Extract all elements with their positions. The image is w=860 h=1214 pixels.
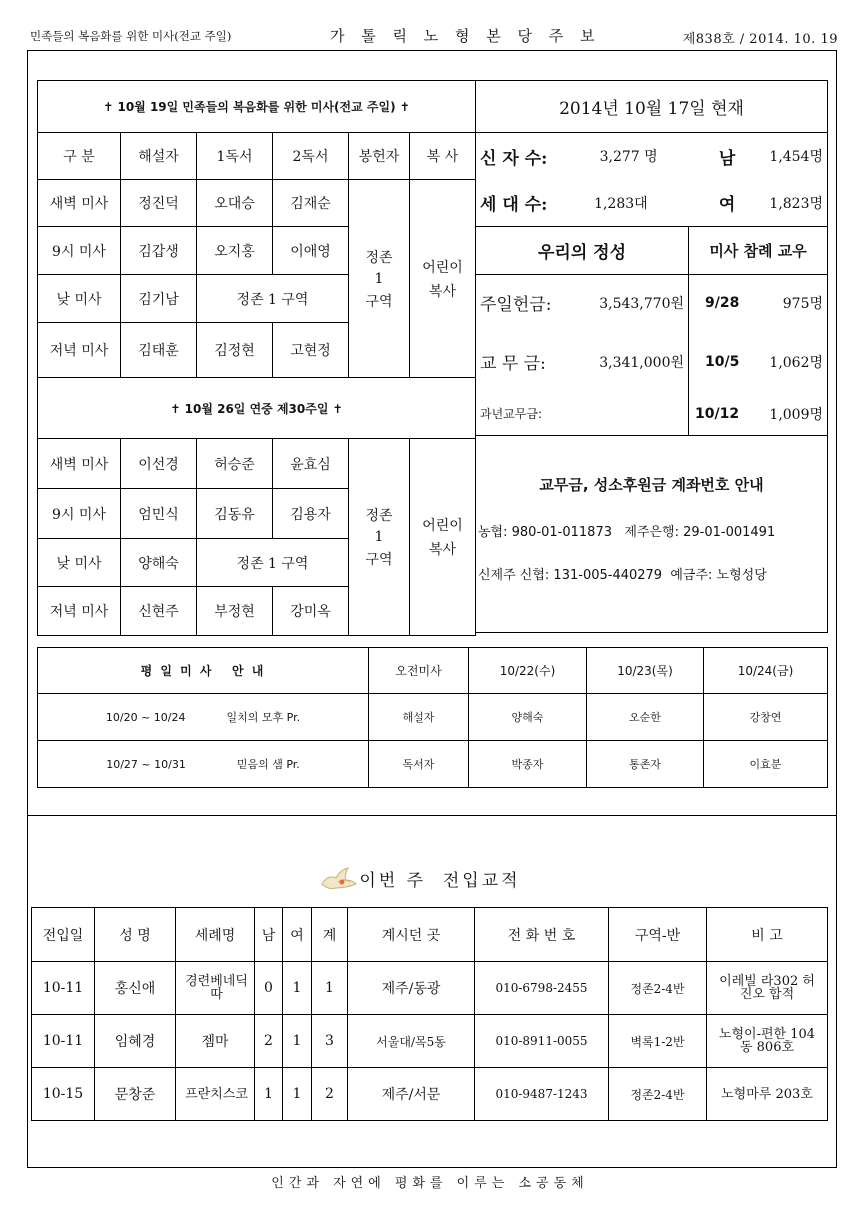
weekday-period: 10/20 ~ 10/24	[105, 711, 186, 724]
transfer-name: 홍신애	[95, 962, 176, 1015]
readings-merged: 정존 1 구역	[197, 275, 349, 323]
mass-name: 9시 미사	[38, 227, 121, 275]
weekday-name: 이효분	[704, 741, 828, 788]
reading1-name: 허승준	[197, 439, 273, 489]
transfer-note: 이레빌 라302 허진오 합적	[707, 962, 828, 1015]
sunday-offering-label: 주일헌금:	[480, 295, 552, 316]
offering-line: 1	[374, 529, 384, 545]
transfers-title	[0, 866, 860, 891]
attendance-count: 975명	[782, 295, 824, 312]
col-note: 비 고	[707, 908, 828, 962]
mass-name: 저녁 미사	[38, 323, 121, 378]
attendance-row	[689, 393, 828, 436]
footer-motto: 인간과 자연에 평화를 이루는 소공동체	[271, 1176, 589, 1191]
offering-line: 구역	[365, 293, 393, 310]
transfer-baptism: 프란치스코	[176, 1068, 255, 1121]
commentator-name: 이선경	[121, 439, 197, 489]
transfer-female: 1	[283, 1015, 312, 1068]
transfer-baptism: 젬마	[176, 1015, 255, 1068]
believers-row	[476, 133, 828, 180]
attendance-date: 9/28	[705, 294, 740, 311]
transfer-male: 0	[255, 962, 283, 1015]
col-offering: 봉헌자	[349, 133, 410, 180]
commentator-name: 신현주	[121, 587, 197, 636]
dues-row	[476, 331, 689, 393]
transfer-phone: 010-6798-2455	[475, 962, 609, 1015]
reading1-name: 부정현	[197, 587, 273, 636]
transfer-row	[32, 1068, 828, 1121]
transfer-note: 노형마루 203호	[707, 1068, 828, 1121]
attendance-row	[689, 275, 828, 331]
transfer-zone: 벽록1-2반	[609, 1015, 707, 1068]
weekday-name: 오순한	[587, 694, 704, 741]
attendance-row	[689, 331, 828, 393]
header-bulletin-name: 가 톨 릭 노 형 본 당 주 보	[330, 27, 601, 45]
commentator-name: 양해숙	[121, 539, 197, 587]
week1-server	[410, 180, 476, 378]
col-category: 구 분	[38, 133, 121, 180]
sunday-schedule-table	[37, 80, 476, 636]
female-label: 여	[718, 195, 736, 216]
col-name: 성 명	[95, 908, 176, 962]
offering-line: 정존	[365, 249, 393, 266]
reading1-name: 오지홍	[197, 227, 273, 275]
commentator-name: 김갑생	[121, 227, 197, 275]
col-reading1: 1독서	[197, 133, 273, 180]
reading2-name: 강미옥	[273, 587, 349, 636]
transfer-phone: 010-8911-0055	[475, 1015, 609, 1068]
col-date: 전입일	[32, 908, 95, 962]
week2-server	[410, 439, 476, 636]
female-value: 1,823명	[769, 195, 824, 212]
mass-name: 새벽 미사	[38, 439, 121, 489]
transfers-table	[31, 907, 828, 1121]
col-commentator: 해설자	[121, 133, 197, 180]
weekday-name: 양해숙	[469, 694, 587, 741]
transfer-date: 10-15	[32, 1068, 95, 1121]
households-row	[476, 180, 828, 227]
transfer-zone: 정존2-4반	[609, 1068, 707, 1121]
week2-offering-zone	[349, 439, 410, 636]
server-line: 복사	[429, 283, 457, 300]
offering-line: 1	[374, 270, 384, 287]
households-value: 1,283대	[594, 195, 648, 212]
weekday-name: 통존자	[587, 741, 704, 788]
mass-name: 낮 미사	[38, 275, 121, 323]
server-line: 어린이	[422, 518, 463, 534]
weekday-date: 10/24(금)	[704, 648, 828, 694]
sunday-offering-value: 3,543,770원	[599, 295, 684, 312]
account-line: 농협: 980-01-011873 제주은행: 29-01-001491	[478, 525, 776, 540]
commentator-name: 정진덕	[121, 180, 197, 227]
weekday-date: 10/22(수)	[469, 648, 587, 694]
col-server: 복 사	[410, 133, 476, 180]
reading2-name: 김용자	[273, 489, 349, 539]
offering-line: 구역	[365, 552, 393, 568]
section-divider	[27, 815, 837, 816]
transfer-total: 2	[312, 1068, 348, 1121]
weekday-title: 평 일 미 사 안 내	[38, 648, 369, 694]
weekday-mass-table	[37, 647, 828, 788]
col-reading2: 2독서	[273, 133, 349, 180]
transfer-row	[32, 1015, 828, 1068]
transfer-note: 노형이-편한 104동 806호	[707, 1015, 828, 1068]
dues-value: 3,341,000원	[599, 354, 684, 371]
weekday-date: 10/23(목)	[587, 648, 704, 694]
male-label: 남	[718, 148, 736, 169]
commentator-name: 김태훈	[121, 323, 197, 378]
past-dues-row	[476, 393, 689, 436]
weekday-role: 해설자	[369, 694, 469, 741]
mass-name: 새벽 미사	[38, 180, 121, 227]
transfer-zone: 정존2-4반	[609, 962, 707, 1015]
households-label: 세 대 수:	[480, 195, 548, 216]
weekday-period-row	[38, 741, 369, 788]
reading2-name: 김재순	[273, 180, 349, 227]
parish-stats-table	[475, 80, 828, 633]
col-male: 남	[255, 908, 283, 962]
col-baptism: 세례명	[176, 908, 255, 962]
dues-label: 교 무 금:	[480, 354, 546, 374]
attendance-count: 1,009명	[769, 406, 824, 423]
col-total: 계	[312, 908, 348, 962]
reading2-name: 고현정	[273, 323, 349, 378]
weekday-name: 강창연	[704, 694, 828, 741]
transfer-total: 3	[312, 1015, 348, 1068]
reading2-name: 이애영	[273, 227, 349, 275]
commentator-name: 김기남	[121, 275, 197, 323]
transfer-baptism: 경련베네딕따	[176, 962, 255, 1015]
weekday-period-row	[38, 694, 369, 741]
transfer-name: 문창준	[95, 1068, 176, 1121]
col-from: 계시던 곳	[348, 908, 475, 962]
stats-title: 2014년 10월 17일 현재	[476, 81, 828, 133]
past-dues-label: 과년교무금:	[480, 407, 543, 422]
commentator-name: 엄민식	[121, 489, 197, 539]
weekday-group: 믿음의 샘 Pr.	[236, 758, 300, 771]
believers-value: 3,277 명	[599, 149, 658, 166]
transfer-male: 1	[255, 1068, 283, 1121]
weekday-role: 독서자	[369, 741, 469, 788]
transfer-from: 서울대/목5동	[348, 1015, 475, 1068]
offering-title: 우리의 정성	[476, 227, 689, 275]
week1-title: ✝ 10월 19일 민족들의 복음화를 위한 미사(전교 주일) ✝	[38, 81, 476, 133]
transfer-male: 2	[255, 1015, 283, 1068]
account-title: 교무금, 성소후원금 계좌번호 안내	[539, 476, 764, 494]
mass-name: 저녁 미사	[38, 587, 121, 636]
bulletin-header	[30, 22, 838, 48]
offering-line: 정존	[365, 508, 393, 524]
reading1-name: 김정현	[197, 323, 273, 378]
week1-offering-zone	[349, 180, 410, 378]
col-female: 여	[283, 908, 312, 962]
weekday-group: 일치의 모후 Pr.	[226, 711, 301, 724]
transfer-female: 1	[283, 962, 312, 1015]
transfer-from: 제주/서문	[348, 1068, 475, 1121]
readings-merged: 정존 1 구역	[197, 539, 349, 587]
reading1-name: 오대승	[197, 180, 273, 227]
server-line: 복사	[429, 542, 457, 558]
header-issue-date: 제838호 / 2014. 10. 19	[682, 32, 838, 47]
transfers-title-text: 이번 주 전입교적	[359, 871, 521, 891]
transfer-date: 10-11	[32, 1015, 95, 1068]
attendance-count: 1,062명	[769, 354, 824, 371]
attendance-date: 10/5	[705, 353, 740, 370]
weekday-period: 10/27 ~ 10/31	[106, 758, 186, 771]
header-mass-title: 민족들의 복음화를 위한 미사(전교 주일)	[30, 29, 232, 43]
col-zone: 구역-반	[609, 908, 707, 962]
col-phone: 전 화 번 호	[475, 908, 609, 962]
transfer-total: 1	[312, 962, 348, 1015]
transfer-date: 10-11	[32, 962, 95, 1015]
reading2-name: 윤효심	[273, 439, 349, 489]
week2-title: ✝ 10월 26일 연중 제30주일 ✝	[38, 378, 476, 439]
sunday-offering-row	[476, 275, 689, 331]
reading1-name: 김동유	[197, 489, 273, 539]
mass-name: 9시 미사	[38, 489, 121, 539]
mass-name: 낮 미사	[38, 539, 121, 587]
transfer-name: 임혜경	[95, 1015, 176, 1068]
transfer-female: 1	[283, 1068, 312, 1121]
believers-label: 신 자 수:	[480, 148, 548, 169]
weekday-role-header: 오전미사	[369, 648, 469, 694]
transfer-row	[32, 962, 828, 1015]
male-value: 1,454명	[769, 149, 824, 166]
server-line: 어린이	[422, 259, 463, 276]
weekday-name: 박종자	[469, 741, 587, 788]
attendance-date: 10/12	[695, 405, 740, 422]
transfer-from: 제주/동광	[348, 962, 475, 1015]
account-info	[476, 436, 828, 633]
account-line: 신제주 신협: 131-005-440279 예금주: 노형성당	[478, 568, 767, 583]
attendance-title: 미사 참례 교우	[689, 227, 828, 275]
transfer-phone: 010-9487-1243	[475, 1068, 609, 1121]
